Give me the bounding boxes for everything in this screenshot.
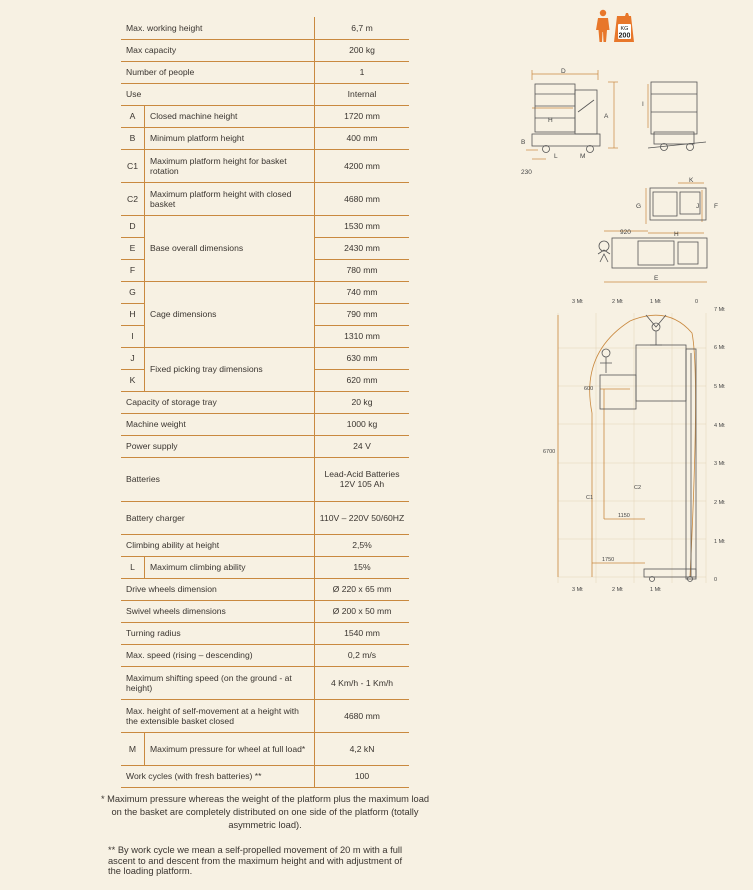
dim-label-f: F [714, 203, 718, 210]
spec-label: Maximum pressure for wheel at full load* [150, 743, 306, 754]
spec-code: L [121, 556, 145, 578]
spec-code: M [121, 732, 145, 765]
spec-label: Capacity of storage tray [126, 397, 217, 407]
spec-code: I [121, 325, 145, 347]
dim-label-h2: H [674, 231, 679, 238]
dim-label-a: A [604, 113, 609, 120]
scale-right-5mt: 5 Mt [714, 384, 725, 390]
table-row [121, 17, 409, 39]
spec-code: J [121, 347, 145, 369]
scale-top-3mt: 3 Mt [572, 299, 583, 305]
spec-value: 2,5% [315, 534, 410, 556]
spec-label: Max capacity [126, 45, 177, 55]
spec-label: Climbing ability at height [126, 540, 220, 550]
spec-value: 400 mm [315, 127, 410, 149]
footnote-work-cycle: ** By work cycle we mean a self-propelled movement of 20 m with a full ascent to and descent from the maximum height and with adjustment of the loading platform. [108, 845, 403, 876]
spec-label: Base overall dimensions [150, 243, 244, 253]
spec-label: Max. working height [126, 22, 203, 33]
scale-bottom-1mt: 1 Mt [650, 587, 661, 593]
reach-label-1750: 1750 [602, 557, 615, 563]
spec-value: 4680 mm [315, 699, 410, 732]
scale-right-0: 0 [714, 577, 718, 583]
scale-right-1mt: 1 Mt [714, 539, 725, 545]
spec-value: 780 mm [315, 259, 410, 281]
dim-label-b: B [521, 139, 526, 146]
spec-value: 24 V [315, 435, 410, 457]
reach-label-600: 600 [584, 386, 594, 392]
table-row [121, 215, 409, 237]
person-icon [596, 10, 610, 42]
table-row [121, 501, 409, 534]
table-row [121, 699, 409, 732]
capacity-badge [593, 8, 637, 44]
table-row [121, 149, 409, 182]
top-view-diagram [590, 176, 725, 291]
table-row [121, 83, 409, 105]
scale-top-1mt: 1 Mt [650, 299, 661, 305]
spec-value: 1720 mm [315, 105, 410, 127]
spec-label: Fixed picking tray dimensions [150, 364, 263, 374]
spec-label: Cage dimensions [150, 309, 217, 319]
spec-value: 20 kg [315, 391, 410, 413]
side-view-diagram [518, 64, 718, 176]
table-row [121, 556, 409, 578]
spec-value: 1310 mm [315, 325, 410, 347]
reach-label-1150: 1150 [618, 513, 630, 519]
badge-unit: KG [620, 26, 629, 32]
dim-label-h: H [548, 117, 553, 124]
spec-value: 740 mm [315, 281, 410, 303]
spec-label: Battery charger [126, 512, 185, 523]
spec-label: Number of people [126, 67, 195, 77]
spec-value: 4 Km/h - 1 Km/h [315, 666, 410, 699]
spec-value: 4200 mm [315, 149, 410, 182]
spec-value: Lead-Acid Batteries 12V 105 Ah [315, 457, 410, 501]
weight-icon [614, 13, 634, 42]
dim-label-e: E [654, 275, 659, 282]
spec-label: Turning radius [126, 628, 181, 638]
badge-value: 200 [618, 32, 631, 40]
scale-bottom-2mt: 2 Mt [612, 587, 623, 593]
scale-right-6mt: 6 Mt [714, 345, 725, 351]
spec-label: Drive wheels dimension [126, 584, 217, 594]
spec-value: Internal [315, 83, 410, 105]
dim-label-l: L [554, 153, 558, 160]
spec-code: D [121, 215, 145, 237]
table-row [121, 61, 409, 83]
spec-value: 6,7 m [315, 17, 410, 39]
spec-label: Power supply [126, 441, 178, 451]
table-row [121, 578, 409, 600]
spec-label: Batteries [126, 474, 160, 484]
dim-label-m: M [580, 153, 586, 160]
scale-right-2mt: 2 Mt [714, 500, 725, 506]
spec-value: 1000 kg [315, 413, 410, 435]
table-row [121, 666, 409, 699]
scale-bottom-3mt: 3 Mt [572, 587, 583, 593]
spec-code: A [121, 105, 145, 127]
spec-label: Maximum platform height for basket rotation [150, 155, 287, 176]
spec-value: 630 mm [315, 347, 410, 369]
spec-value: 0,2 m/s [315, 644, 410, 666]
spec-code: E [121, 237, 145, 259]
table-row [121, 182, 409, 215]
spec-value: 100 [315, 765, 410, 787]
table-row [121, 457, 409, 501]
table-row [121, 281, 409, 303]
spec-value: Ø 220 x 65 mm [315, 578, 410, 600]
table-row [121, 534, 409, 556]
table-row [121, 765, 409, 787]
spec-code: G [121, 281, 145, 303]
spec-code: C1 [121, 149, 145, 182]
spec-table [121, 17, 409, 788]
spec-value: 620 mm [315, 369, 410, 391]
spec-code: F [121, 259, 145, 281]
spec-value: 1 [315, 61, 410, 83]
reach-label-c1: C1 [586, 495, 594, 501]
spec-label: Use [126, 89, 142, 99]
spec-label: Closed machine height [150, 111, 238, 121]
spec-value: 790 mm [315, 303, 410, 325]
footnote-pressure: * Maximum pressure whereas the weight of the platform plus the maximum load on the basket are completely distributed on one side of the platform (totally asymmetric load). [100, 794, 430, 830]
spec-code: H [121, 303, 145, 325]
spec-label: Machine weight [126, 419, 186, 429]
spec-value: 2430 mm [315, 237, 410, 259]
table-row [121, 347, 409, 369]
spec-label: Work cycles (with fresh batteries) ** [126, 771, 262, 781]
reach-label-c2: C2 [634, 485, 642, 491]
spec-code: K [121, 369, 145, 391]
table-row [121, 732, 409, 765]
dim-label-g: G [636, 203, 642, 210]
dim-label-i: I [642, 101, 644, 108]
spec-label: Swivel wheels dimensions [126, 606, 226, 616]
spec-label: Maximum platform height with closed basket [150, 188, 292, 209]
spec-value: Ø 200 x 50 mm [315, 600, 410, 622]
spec-code: C2 [121, 182, 145, 215]
spec-code: B [121, 127, 145, 149]
table-row [121, 39, 409, 61]
table-row [121, 105, 409, 127]
spec-value: 4,2 kN [315, 732, 410, 765]
table-row [121, 391, 409, 413]
scale-top-0: 0 [695, 299, 699, 305]
table-row [121, 413, 409, 435]
table-row [121, 127, 409, 149]
table-row [121, 622, 409, 644]
spec-value: 110V – 220V 50/60HZ [315, 501, 410, 534]
scale-top-2mt: 2 Mt [612, 299, 623, 305]
scale-right-7mt: 7 Mt [714, 307, 725, 313]
table-row [121, 600, 409, 622]
dim-label-920: 920 [620, 229, 631, 236]
dim-label-230: 230 [521, 169, 532, 176]
dim-label-d: D [561, 68, 566, 75]
spec-label: Minimum platform height [150, 133, 245, 143]
spec-label: Max. height of self-movement at a height with the extensible basket closed [126, 705, 299, 726]
spec-label: Maximum climbing ability [150, 562, 246, 572]
table-row [121, 644, 409, 666]
spec-value: 1530 mm [315, 215, 410, 237]
dim-label-j: J [696, 203, 700, 210]
table-row [121, 435, 409, 457]
scale-right-3mt: 3 Mt [714, 461, 725, 467]
reach-label-6700: 6700 [543, 449, 556, 455]
spec-value: 15% [315, 556, 410, 578]
spec-value: 1540 mm [315, 622, 410, 644]
scale-right-4mt: 4 Mt [714, 423, 725, 429]
dim-label-k: K [689, 177, 694, 184]
spec-label: Max. speed (rising – descending) [126, 650, 253, 660]
spec-label: Maximum shifting speed (on the ground - at height) [126, 672, 292, 693]
spec-value: 200 kg [315, 39, 410, 61]
spec-value: 4680 mm [315, 182, 410, 215]
working-reach-diagram [540, 293, 740, 595]
